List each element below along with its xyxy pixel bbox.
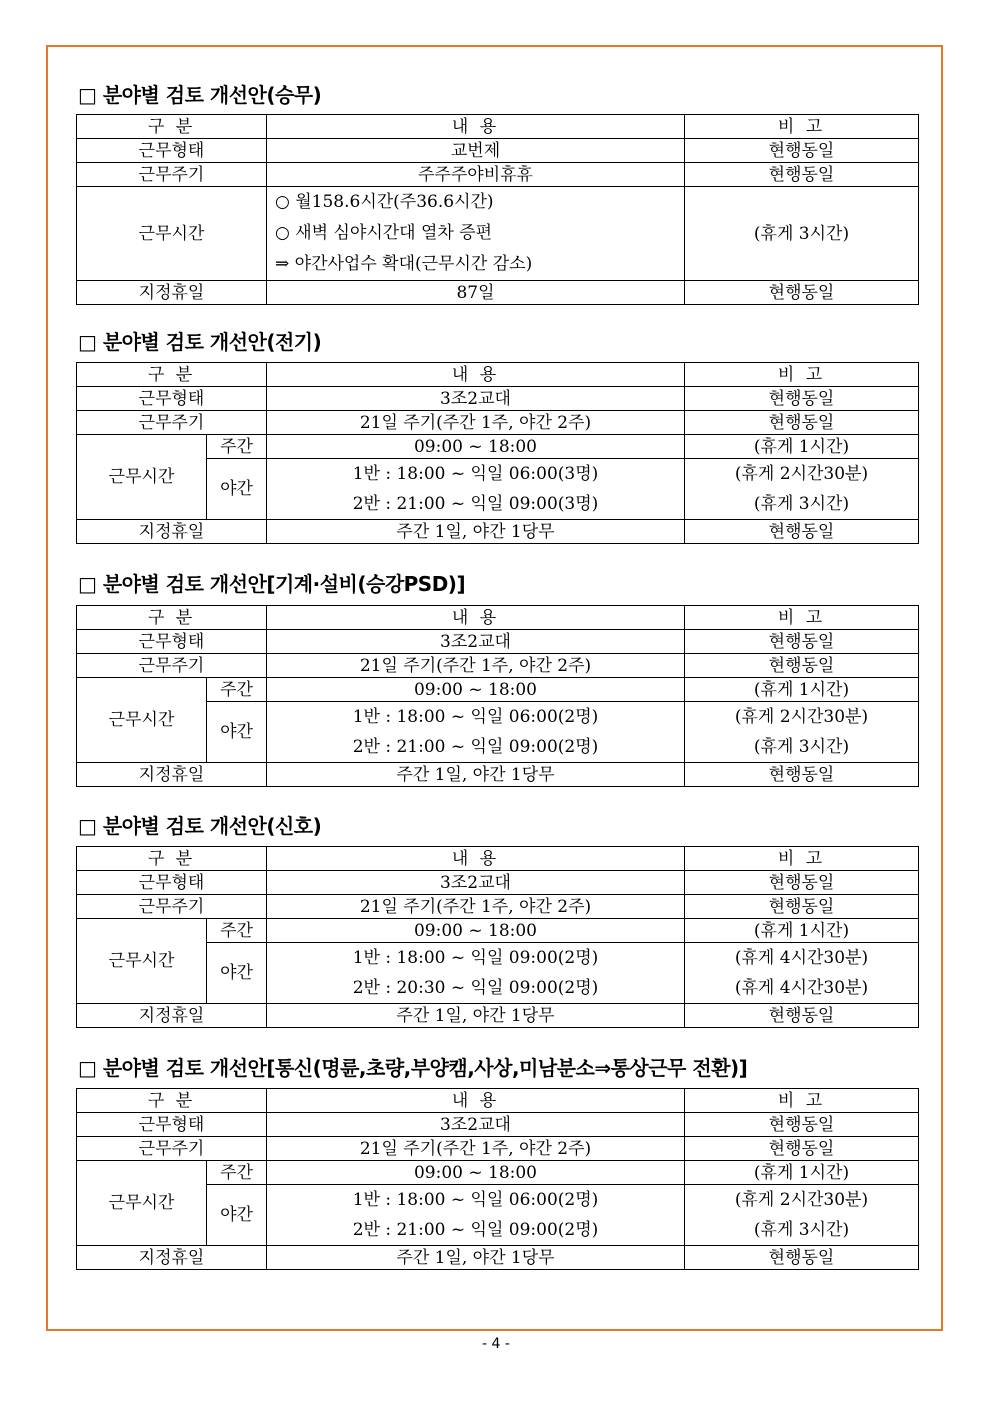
night-shift-value <box>267 1185 685 1246</box>
holiday-note: 현행동일 <box>685 520 919 544</box>
night-shift-line: 1반 : 18:00 ~ 익일 06:00(3명) <box>352 464 599 484</box>
night-shift-note <box>685 702 919 763</box>
header-note: 비 고 <box>685 363 919 387</box>
row-label-night: 야간 <box>207 459 267 520</box>
table-row <box>77 654 919 678</box>
header-content: 내 용 <box>267 363 685 387</box>
day-shift-note: (휴게 1시간) <box>685 435 919 459</box>
row-label-holiday: 지정휴일 <box>77 1246 267 1270</box>
header-note: 비 고 <box>685 1089 919 1113</box>
work-type-value: 3조2교대 <box>267 387 685 411</box>
table-header-row <box>77 847 919 871</box>
work-type-note: 현행동일 <box>685 1113 919 1137</box>
work-type-value: 3조2교대 <box>267 871 685 895</box>
header-content: 내 용 <box>267 606 685 630</box>
row-label-work-cycle: 근무주기 <box>77 1137 267 1161</box>
header-note: 비 고 <box>685 847 919 871</box>
holiday-note: 현행동일 <box>685 281 919 305</box>
row-label-work-cycle: 근무주기 <box>77 895 267 919</box>
row-label-work-type: 근무형태 <box>77 1113 267 1137</box>
night-shift-note-line: (휴게 4시간30분) <box>734 978 869 998</box>
section-title-signal: □ 분야별 검토 개선안(신호) <box>78 814 322 838</box>
row-label-night: 야간 <box>207 943 267 1004</box>
table-header-row <box>77 115 919 139</box>
row-label-work-hours: 근무시간 <box>77 187 267 281</box>
row-label-work-type: 근무형태 <box>77 630 267 654</box>
table-row <box>77 281 919 305</box>
night-shift-line: 1반 : 18:00 ~ 익일 06:00(2명) <box>352 707 599 727</box>
row-label-work-hours: 근무시간 <box>77 678 207 763</box>
header-content: 내 용 <box>267 1089 685 1113</box>
night-shift-line: 2반 : 21:00 ~ 익일 09:00(2명) <box>352 1220 599 1240</box>
row-label-day: 주간 <box>207 678 267 702</box>
night-shift-line: 2반 : 21:00 ~ 익일 09:00(3명) <box>352 494 599 514</box>
table-row <box>77 871 919 895</box>
holiday-value: 주간 1일, 야간 1당무 <box>267 1004 685 1028</box>
header-note: 비 고 <box>685 115 919 139</box>
table-row <box>77 1113 919 1137</box>
work-cycle-note: 현행동일 <box>685 895 919 919</box>
table-header-row <box>77 606 919 630</box>
section-title-mechanical: □ 분야별 검토 개선안[기계·설비(승강PSD)] <box>78 572 466 596</box>
table-header-row <box>77 1089 919 1113</box>
row-label-holiday: 지정휴일 <box>77 763 267 787</box>
table-row <box>77 187 919 281</box>
work-cycle-note: 현행동일 <box>685 411 919 435</box>
row-label-work-type: 근무형태 <box>77 387 267 411</box>
night-shift-value <box>267 459 685 520</box>
holiday-note: 현행동일 <box>685 1004 919 1028</box>
section-title-telecom: □ 분야별 검토 개선안[통신(명륜,초량,부양캠,사상,미남분소⇒통상근무 전환)] <box>78 1056 748 1080</box>
table-row <box>77 411 919 435</box>
work-cycle-value: 21일 주기(주간 1주, 야간 2주) <box>267 1137 685 1161</box>
header-category: 구 분 <box>77 363 267 387</box>
night-shift-note-line: (휴게 2시간30분) <box>734 1190 869 1210</box>
work-type-value: 3조2교대 <box>267 1113 685 1137</box>
work-type-note: 현행동일 <box>685 871 919 895</box>
table-row <box>77 919 919 943</box>
row-label-holiday: 지정휴일 <box>77 520 267 544</box>
work-type-value: 교번제 <box>267 139 685 163</box>
table-row <box>77 435 919 459</box>
table-row <box>77 139 919 163</box>
night-shift-note-line: (휴게 3시간) <box>753 737 850 757</box>
work-hours-note: (휴게 3시간) <box>685 187 919 281</box>
day-shift-value: 09:00 ~ 18:00 <box>267 919 685 943</box>
holiday-value: 주간 1일, 야간 1당무 <box>267 1246 685 1270</box>
row-label-work-hours: 근무시간 <box>77 435 207 520</box>
header-content: 내 용 <box>267 115 685 139</box>
work-cycle-note: 현행동일 <box>685 1137 919 1161</box>
night-shift-line: 1반 : 18:00 ~ 익일 06:00(2명) <box>352 1190 599 1210</box>
table-row <box>77 630 919 654</box>
work-hours-line: ○ 새벽 심야시간대 열차 증편 <box>275 223 493 243</box>
row-label-holiday: 지정휴일 <box>77 1004 267 1028</box>
table-mechanical <box>76 605 919 787</box>
row-label-work-type: 근무형태 <box>77 139 267 163</box>
header-category: 구 분 <box>77 606 267 630</box>
header-content: 내 용 <box>267 847 685 871</box>
table-row <box>77 520 919 544</box>
table-telecom <box>76 1088 919 1270</box>
header-note: 비 고 <box>685 606 919 630</box>
table-row <box>77 1246 919 1270</box>
table-row <box>77 163 919 187</box>
work-type-note: 현행동일 <box>685 630 919 654</box>
day-shift-value: 09:00 ~ 18:00 <box>267 435 685 459</box>
night-shift-note-line: (휴게 2시간30분) <box>734 707 869 727</box>
work-type-value: 3조2교대 <box>267 630 685 654</box>
row-label-day: 주간 <box>207 435 267 459</box>
holiday-note: 현행동일 <box>685 763 919 787</box>
work-cycle-note: 현행동일 <box>685 654 919 678</box>
night-shift-note <box>685 459 919 520</box>
row-label-work-cycle: 근무주기 <box>77 411 267 435</box>
night-shift-value <box>267 702 685 763</box>
holiday-value: 주간 1일, 야간 1당무 <box>267 520 685 544</box>
table-crew <box>76 114 919 305</box>
work-cycle-value: 21일 주기(주간 1주, 야간 2주) <box>267 895 685 919</box>
table-row <box>77 763 919 787</box>
night-shift-note-line: (휴게 3시간) <box>753 494 850 514</box>
day-shift-note: (휴게 1시간) <box>685 1161 919 1185</box>
table-row <box>77 1137 919 1161</box>
night-shift-note <box>685 943 919 1004</box>
day-shift-value: 09:00 ~ 18:00 <box>267 1161 685 1185</box>
night-shift-line: 2반 : 21:00 ~ 익일 09:00(2명) <box>352 737 599 757</box>
page-number: - 4 - <box>482 1336 510 1352</box>
work-hours-value <box>267 187 685 281</box>
row-label-night: 야간 <box>207 702 267 763</box>
table-signal <box>76 846 919 1028</box>
section-title-crew: □ 분야별 검토 개선안(승무) <box>78 83 322 107</box>
night-shift-note-line: (휴게 2시간30분) <box>734 464 869 484</box>
work-type-note: 현행동일 <box>685 139 919 163</box>
night-shift-note-line: (휴게 3시간) <box>753 1220 850 1240</box>
work-hours-line: ○ 월158.6시간(주36.6시간) <box>275 192 494 212</box>
work-type-note: 현행동일 <box>685 387 919 411</box>
header-category: 구 분 <box>77 847 267 871</box>
work-cycle-value: 21일 주기(주간 1주, 야간 2주) <box>267 411 685 435</box>
row-label-work-cycle: 근무주기 <box>77 654 267 678</box>
work-cycle-value: 주주주야비휴휴 <box>267 163 685 187</box>
day-shift-note: (휴게 1시간) <box>685 678 919 702</box>
night-shift-line: 1반 : 18:00 ~ 익일 09:00(2명) <box>352 948 599 968</box>
table-header-row <box>77 363 919 387</box>
row-label-night: 야간 <box>207 1185 267 1246</box>
night-shift-note <box>685 1185 919 1246</box>
table-row <box>77 387 919 411</box>
row-label-holiday: 지정휴일 <box>77 281 267 305</box>
holiday-value: 주간 1일, 야간 1당무 <box>267 763 685 787</box>
night-shift-note-line: (휴게 4시간30분) <box>734 948 869 968</box>
day-shift-value: 09:00 ~ 18:00 <box>267 678 685 702</box>
night-shift-value <box>267 943 685 1004</box>
row-label-work-type: 근무형태 <box>77 871 267 895</box>
table-row <box>77 895 919 919</box>
work-cycle-note: 현행동일 <box>685 163 919 187</box>
day-shift-note: (휴게 1시간) <box>685 919 919 943</box>
row-label-day: 주간 <box>207 1161 267 1185</box>
work-hours-line: ⇒ 야간사업수 확대(근무시간 감소) <box>275 254 533 274</box>
row-label-work-hours: 근무시간 <box>77 919 207 1004</box>
section-title-electric: □ 분야별 검토 개선안(전기) <box>78 330 322 354</box>
row-label-work-hours: 근무시간 <box>77 1161 207 1246</box>
table-row <box>77 1161 919 1185</box>
work-cycle-value: 21일 주기(주간 1주, 야간 2주) <box>267 654 685 678</box>
holiday-note: 현행동일 <box>685 1246 919 1270</box>
row-label-day: 주간 <box>207 919 267 943</box>
header-category: 구 분 <box>77 1089 267 1113</box>
table-row <box>77 1004 919 1028</box>
header-category: 구 분 <box>77 115 267 139</box>
table-electric <box>76 362 919 544</box>
row-label-work-cycle: 근무주기 <box>77 163 267 187</box>
holiday-value: 87일 <box>267 281 685 305</box>
table-row <box>77 678 919 702</box>
night-shift-line: 2반 : 20:30 ~ 익일 09:00(2명) <box>352 978 599 998</box>
